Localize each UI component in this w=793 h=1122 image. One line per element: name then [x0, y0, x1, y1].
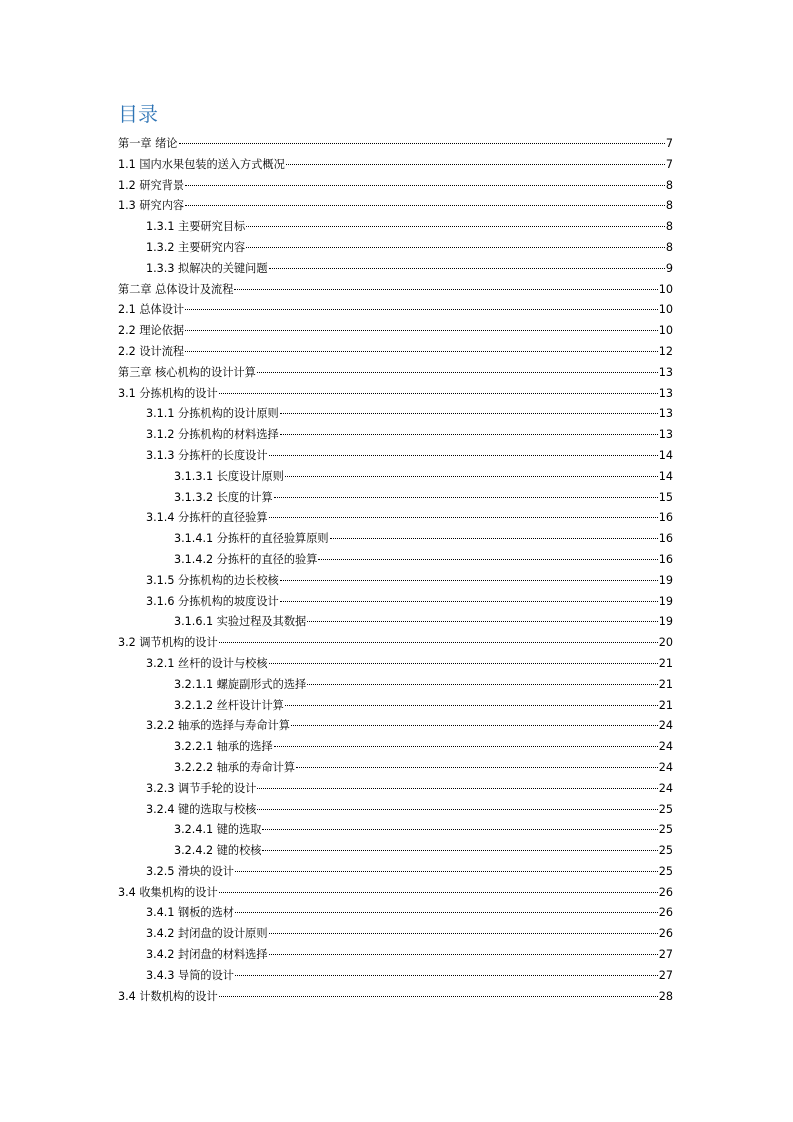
toc-entry-page-number[interactable]: 8: [665, 220, 673, 234]
toc-entry-page-number[interactable]: 24: [658, 740, 673, 754]
toc-dot-leader: [257, 372, 658, 373]
toc-entry-title[interactable]: 第一章 绪论: [118, 137, 178, 150]
toc-entry[interactable]: [118, 300, 673, 321]
toc-dot-leader: [269, 933, 658, 934]
toc-entry-page-number[interactable]: 21: [658, 677, 673, 691]
toc-entry-page-number[interactable]: 13: [658, 365, 673, 379]
toc-entry-page-number[interactable]: 13: [658, 386, 673, 400]
toc-entry[interactable]: [118, 550, 673, 571]
toc-entry-title[interactable]: 3.2.4.2 键的校核: [174, 844, 262, 858]
toc-entry-title[interactable]: 3.1.4.2 分拣杆的直径的验算: [174, 552, 318, 566]
toc-entry-page-number[interactable]: 20: [658, 636, 673, 650]
toc-entry[interactable]: [118, 800, 673, 821]
toc-entry-page-number[interactable]: 10: [658, 303, 673, 317]
toc-entry[interactable]: [118, 134, 673, 155]
toc-entry[interactable]: [118, 217, 673, 238]
toc-entry-page-number[interactable]: 19: [658, 615, 673, 629]
toc-entry-page-number[interactable]: 9: [665, 261, 673, 275]
toc-entry[interactable]: [118, 903, 673, 924]
toc-entry-page-number[interactable]: 7: [665, 157, 673, 171]
toc-entry-page-number[interactable]: 25: [658, 802, 673, 816]
toc-entry-page-number[interactable]: 16: [658, 532, 673, 546]
toc-entry-title[interactable]: 3.2.2.2 轴承的寿命计算: [174, 760, 296, 774]
document-page: [118, 100, 673, 1007]
toc-entry-title[interactable]: 1.3 研究内容: [118, 199, 185, 213]
toc-entry[interactable]: [118, 238, 673, 259]
toc-entry-title[interactable]: 3.4.1 钢板的选材: [146, 906, 234, 920]
toc-dot-leader: [285, 476, 658, 477]
toc-dot-leader: [280, 434, 658, 435]
toc-dot-leader: [185, 309, 658, 310]
toc-entry-page-number[interactable]: 26: [658, 927, 673, 941]
toc-entry[interactable]: [118, 924, 673, 945]
toc-dot-leader: [286, 164, 665, 165]
toc-dot-leader: [185, 205, 665, 206]
toc-entry[interactable]: [118, 446, 673, 467]
toc-entry-title[interactable]: 3.2.2.1 轴承的选择: [174, 740, 273, 754]
toc-entry-page-number[interactable]: 26: [658, 885, 673, 899]
toc-entry[interactable]: [118, 758, 673, 779]
toc-dot-leader: [280, 601, 658, 602]
toc-entry-page-number[interactable]: 16: [658, 511, 673, 525]
toc-dot-leader: [235, 871, 658, 872]
toc-list: [118, 134, 673, 1007]
toc-entry[interactable]: [118, 883, 673, 904]
toc-entry[interactable]: [118, 716, 673, 737]
toc-entry-title[interactable]: 1.3.1 主要研究目标: [146, 220, 246, 234]
toc-entry-title[interactable]: 1.3.2 主要研究内容: [146, 240, 246, 254]
toc-entry-title[interactable]: 3.1.1 分拣机构的设计原则: [146, 407, 279, 421]
toc-entry-title[interactable]: 3.4.3 导筒的设计: [146, 968, 234, 982]
toc-title: 目录: [118, 102, 158, 126]
toc-entry-page-number[interactable]: 16: [658, 552, 673, 566]
toc-entry[interactable]: [118, 571, 673, 592]
toc-entry[interactable]: [118, 737, 673, 758]
toc-entry-page-number[interactable]: 10: [658, 282, 673, 296]
toc-dot-leader: [280, 413, 658, 414]
toc-entry-title[interactable]: 3.2 调节机构的设计: [118, 636, 218, 650]
toc-entry-title[interactable]: 3.2.2 轴承的选择与寿命计算: [146, 719, 290, 733]
toc-entry-title[interactable]: 1.1 国内水果包装的送入方式概况: [118, 157, 285, 171]
toc-entry[interactable]: [118, 696, 673, 717]
toc-entry[interactable]: [118, 779, 673, 800]
toc-dot-leader: [269, 663, 658, 664]
toc-dot-leader: [219, 892, 658, 893]
toc-entry-page-number[interactable]: 26: [658, 906, 673, 920]
toc-entry[interactable]: [118, 155, 673, 176]
toc-entry-title[interactable]: 2.2 设计流程: [118, 344, 185, 358]
toc-dot-leader: [269, 455, 658, 456]
toc-entry-page-number[interactable]: 28: [658, 989, 673, 1003]
toc-entry[interactable]: [118, 633, 673, 654]
toc-entry-title[interactable]: 3.2.1.1 螺旋副形式的选择: [174, 677, 307, 691]
toc-entry[interactable]: [118, 384, 673, 405]
toc-entry-title[interactable]: 3.1.6.1 实验过程及其数据: [174, 615, 307, 629]
toc-dot-leader: [274, 746, 658, 747]
toc-entry-title[interactable]: 3.2.3 调节手轮的设计: [146, 781, 257, 795]
toc-entry[interactable]: [118, 176, 673, 197]
toc-entry[interactable]: [118, 675, 673, 696]
toc-dot-leader: [262, 829, 657, 830]
toc-entry[interactable]: [118, 966, 673, 987]
toc-entry-title[interactable]: 3.2.1.2 丝杆设计计算: [174, 698, 284, 712]
toc-dot-leader: [269, 268, 665, 269]
toc-entry[interactable]: [118, 425, 673, 446]
toc-dot-leader: [330, 538, 658, 539]
toc-entry-title[interactable]: 3.1.6 分拣机构的坡度设计: [146, 594, 279, 608]
toc-entry-page-number[interactable]: 19: [658, 573, 673, 587]
toc-entry-page-number[interactable]: 19: [658, 594, 673, 608]
toc-entry-page-number[interactable]: 13: [658, 407, 673, 421]
toc-entry-page-number[interactable]: 27: [658, 968, 673, 982]
toc-entry[interactable]: [118, 592, 673, 613]
toc-entry-title[interactable]: 3.1.3 分拣杆的长度设计: [146, 448, 268, 462]
toc-entry-title[interactable]: 3.1.5 分拣机构的边长校核: [146, 573, 279, 587]
toc-entry[interactable]: [118, 862, 673, 883]
toc-entry-page-number[interactable]: 8: [665, 240, 673, 254]
toc-dot-leader: [285, 705, 658, 706]
toc-entry[interactable]: [118, 321, 673, 342]
toc-dot-leader: [296, 767, 658, 768]
toc-entry-page-number[interactable]: 24: [658, 719, 673, 733]
toc-entry-title[interactable]: 1.2 研究背景: [118, 178, 185, 192]
toc-entry-page-number[interactable]: 7: [665, 137, 673, 150]
toc-entry-title[interactable]: 3.2.5 滑块的设计: [146, 864, 234, 878]
toc-dot-leader: [269, 954, 658, 955]
toc-entry[interactable]: [118, 342, 673, 363]
toc-entry-page-number[interactable]: 13: [658, 428, 673, 442]
toc-entry-page-number[interactable]: 8: [665, 178, 673, 192]
toc-entry-title[interactable]: 3.1.2 分拣机构的材料选择: [146, 428, 279, 442]
toc-entry-title[interactable]: 3.1.4 分拣杆的直径验算: [146, 511, 268, 525]
toc-dot-leader: [257, 788, 657, 789]
toc-entry-title[interactable]: 3.1.3.1 长度设计原则: [174, 469, 284, 483]
toc-entry-title[interactable]: 3.1.3.2 长度的计算: [174, 490, 273, 504]
toc-entry-page-number[interactable]: 24: [658, 760, 673, 774]
toc-entry-title[interactable]: 第三章 核心机构的设计计算: [118, 365, 256, 379]
toc-entry-title[interactable]: 第二章 总体设计及流程: [118, 282, 234, 296]
toc-entry-title[interactable]: 3.4.2 封闭盘的材料选择: [146, 948, 268, 962]
toc-entry[interactable]: [118, 259, 673, 280]
toc-entry[interactable]: [118, 945, 673, 966]
toc-entry[interactable]: [118, 196, 673, 217]
toc-entry-title[interactable]: 3.2.4 键的选取与校核: [146, 802, 257, 816]
toc-entry[interactable]: [118, 820, 673, 841]
toc-entry-page-number[interactable]: 15: [658, 490, 673, 504]
toc-dot-leader: [219, 642, 658, 643]
toc-dot-leader: [274, 497, 658, 498]
toc-dot-leader: [219, 996, 658, 997]
toc-entry-page-number[interactable]: 25: [658, 823, 673, 837]
toc-entry-page-number[interactable]: 21: [658, 656, 673, 670]
toc-dot-leader: [179, 143, 665, 144]
toc-entry[interactable]: [118, 612, 673, 633]
toc-entry-title[interactable]: 2.1 总体设计: [118, 303, 185, 317]
toc-dot-leader: [318, 559, 657, 560]
toc-entry[interactable]: [118, 508, 673, 529]
toc-dot-leader: [185, 351, 658, 352]
toc-dot-leader: [235, 912, 658, 913]
toc-dot-leader: [185, 185, 665, 186]
toc-entry[interactable]: [118, 488, 673, 509]
toc-entry-title[interactable]: 3.2.1 丝杆的设计与校核: [146, 656, 268, 670]
toc-entry-title[interactable]: 1.3.3 拟解决的关键问题: [146, 261, 268, 275]
toc-dot-leader: [234, 289, 657, 290]
toc-entry[interactable]: [118, 467, 673, 488]
toc-entry-page-number[interactable]: 14: [658, 469, 673, 483]
toc-dot-leader: [185, 330, 658, 331]
toc-dot-leader: [307, 621, 658, 622]
toc-entry-title[interactable]: 3.4.2 封闭盘的设计原则: [146, 927, 268, 941]
toc-dot-leader: [280, 580, 658, 581]
toc-dot-leader: [291, 725, 658, 726]
toc-entry-title[interactable]: 3.1 分拣机构的设计: [118, 386, 218, 400]
toc-entry-title[interactable]: 3.4 计数机构的设计: [118, 989, 218, 1003]
toc-entry-page-number[interactable]: 24: [658, 781, 673, 795]
toc-dot-leader: [257, 809, 657, 810]
toc-entry[interactable]: [118, 363, 673, 384]
toc-entry[interactable]: [118, 529, 673, 550]
toc-entry[interactable]: [118, 404, 673, 425]
toc-entry[interactable]: [118, 987, 673, 1008]
toc-entry[interactable]: [118, 841, 673, 862]
toc-entry-page-number[interactable]: 14: [658, 448, 673, 462]
toc-entry-title[interactable]: 3.2.4.1 键的选取: [174, 823, 262, 837]
toc-dot-leader: [246, 247, 665, 248]
toc-dot-leader: [246, 226, 665, 227]
toc-entry[interactable]: [118, 654, 673, 675]
toc-entry-page-number[interactable]: 12: [658, 344, 673, 358]
toc-dot-leader: [219, 393, 658, 394]
toc-dot-leader: [269, 517, 658, 518]
toc-dot-leader: [307, 684, 658, 685]
toc-entry-page-number[interactable]: 25: [658, 844, 673, 858]
toc-entry-page-number[interactable]: 8: [665, 199, 673, 213]
toc-entry[interactable]: [118, 280, 673, 301]
toc-entry-page-number[interactable]: 25: [658, 864, 673, 878]
toc-entry-title[interactable]: 3.1.4.1 分拣杆的直径验算原则: [174, 532, 329, 546]
toc-entry-page-number[interactable]: 27: [658, 948, 673, 962]
toc-entry-title[interactable]: 3.4 收集机构的设计: [118, 885, 218, 899]
toc-dot-leader: [235, 975, 658, 976]
toc-entry-title[interactable]: 2.2 理论依据: [118, 324, 185, 338]
toc-entry-page-number[interactable]: 10: [658, 324, 673, 338]
toc-entry-page-number[interactable]: 21: [658, 698, 673, 712]
toc-dot-leader: [262, 850, 657, 851]
